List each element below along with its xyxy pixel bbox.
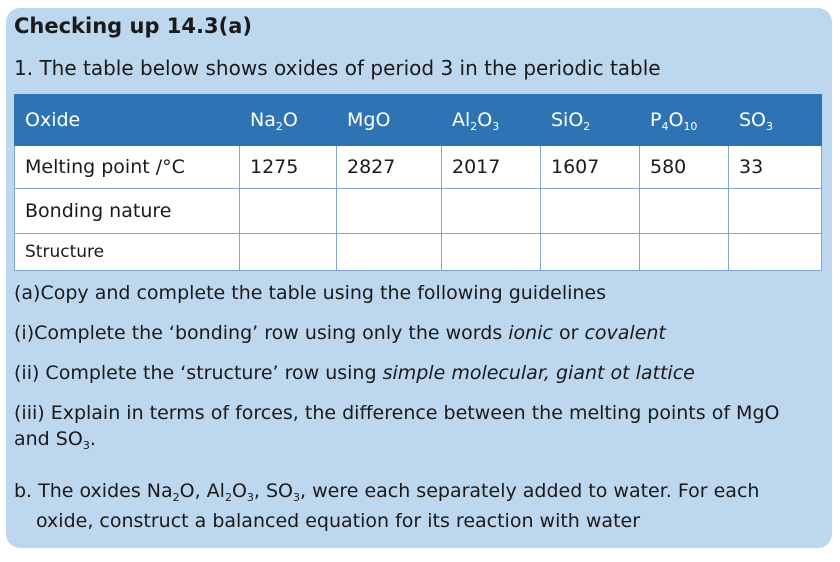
table-cell	[541, 234, 640, 271]
header-al2o3: $Al_2O_3$	[442, 95, 541, 146]
table-cell	[442, 234, 541, 271]
table-row-melting-point	[15, 146, 822, 189]
header-sio2: SiO$_2$	[541, 95, 640, 146]
table-cell: 33	[729, 146, 822, 189]
table-cell	[541, 189, 640, 234]
part-i: (i)Complete the ‘bonding’ row using only the words ionic or covalent	[14, 322, 666, 344]
header-p4o10: $P_4O_{10}$	[640, 95, 729, 146]
table-header-row	[15, 95, 822, 146]
table-cell	[337, 234, 442, 271]
part-iii-line2: and $SO_3$.	[14, 428, 96, 452]
header-so3: $SO_3$	[729, 95, 822, 146]
table-cell	[729, 234, 822, 271]
table-row-structure	[15, 234, 822, 271]
header-oxide: Oxide	[15, 95, 240, 146]
row-label: Structure	[15, 234, 240, 271]
table-cell: 1607	[541, 146, 640, 189]
table-cell: 2827	[337, 146, 442, 189]
header-na2o: $Na_2O$	[240, 95, 337, 146]
table-row-bonding	[15, 189, 822, 234]
table-cell	[240, 234, 337, 271]
table-cell: 1275	[240, 146, 337, 189]
row-label: Bonding nature	[15, 189, 240, 234]
part-b-line1: b. The oxides $Na_2O$, $Al_2O_3$, $SO_3$, were each separately added to water. For each	[14, 480, 760, 504]
part-b-line2: oxide, construct a balanced equation for its reaction with water	[36, 510, 641, 532]
section-heading: Checking up 14.3(a)	[14, 14, 252, 38]
table-cell	[337, 189, 442, 234]
table-cell	[640, 189, 729, 234]
question-intro: 1. The table below shows oxides of period 3 in the periodic table	[14, 56, 661, 80]
part-b	[14, 476, 820, 536]
part-a: (a)Copy and complete the table using the following guidelines	[14, 282, 607, 304]
table-cell	[640, 234, 729, 271]
row-label: Melting point /°C	[15, 146, 240, 189]
table-cell: 580	[640, 146, 729, 189]
oxides-table	[14, 94, 822, 271]
table-cell	[729, 189, 822, 234]
header-mgo: MgO	[337, 95, 442, 146]
checking-up-panel	[6, 8, 832, 548]
table-cell: 2017	[442, 146, 541, 189]
part-iii-line1: (iii) Explain in terms of forces, the difference between the melting points of MgO	[14, 402, 780, 424]
part-ii: (ii) Complete the ‘structure’ row using simple molecular, giant ot lattice	[14, 362, 695, 384]
table-cell	[240, 189, 337, 234]
table-cell	[442, 189, 541, 234]
